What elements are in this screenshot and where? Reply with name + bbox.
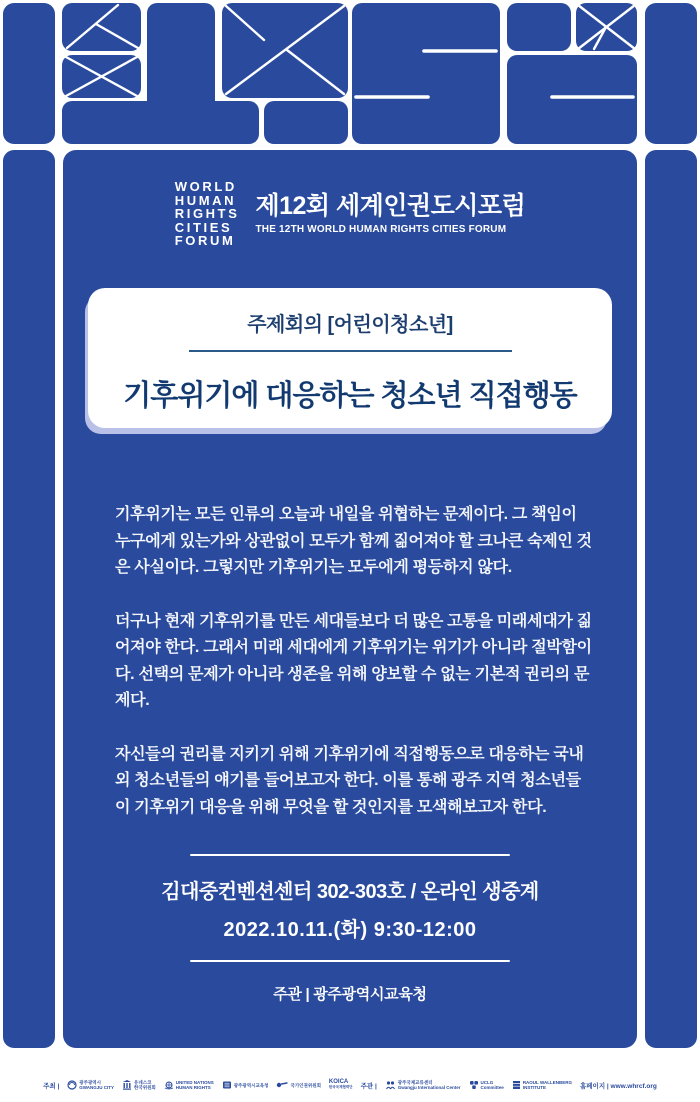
logo-raoul-wallenberg-institute: RAOUL WALLENBERG INSTITUTE [512,1080,572,1090]
gwangju-city-icon [67,1080,77,1090]
logo-unesco: 유네스코 한국위원회 [122,1080,156,1090]
organizer-label: 주관 | [360,1082,377,1090]
logo-gwangju-city: 광주광역시 GWANGJU CITY [67,1080,114,1090]
right-border-bar [645,150,697,1048]
forum-title-korean: 제12회 세계인권도시포럼 [255,191,526,220]
venue-location: 김대중컨벤션센터 302-303호 / 온라인 생중계 [161,881,539,903]
poster-body-panel [63,150,637,1048]
logo-gwangju-education: 광주광역시교육청 [222,1080,269,1090]
description-paragraphs [115,502,595,848]
wordmark-line: WORLD [174,179,237,194]
whrcf-wordmark [175,180,240,248]
wordmark-line: FORUM [174,233,236,248]
session-category: 주제회의 [어린이청소년] [247,314,453,336]
uclg-cluster-icon [469,1080,479,1090]
logo-uclg: UCLG Committee [469,1080,504,1090]
education-flag-icon [222,1080,232,1090]
footer-logo-strip [0,1072,700,1098]
wordmark-line: RIGHTS [174,206,240,221]
gic-people-icon [385,1080,396,1090]
un-globe-icon [164,1080,174,1090]
rwi-grid-icon [512,1080,521,1090]
venue-datetime: 2022.10.11.(화) 9:30-12:00 [223,919,477,941]
logo-koica [329,1080,353,1090]
homepage-url: www.whrcf.org [610,1082,657,1090]
organizer-line: 주관 | 광주광역시교육청 [273,986,427,1003]
forum-title-english: THE 12TH WORLD HUMAN RIGHTS CITIES FORUM [255,223,507,235]
paragraph: 자신들의 권리를 지키기 위해 기후위기에 직접행동으로 대응하는 국내외 청소년들의 얘기를 들어보고자 한다. 이를 통해 광주 지역 청소년들이 기후위기 대응을 위해 무엇을 할 것인지를 모색해보고자 한다. [115,745,584,816]
left-border-bar [3,150,55,1048]
logo-gwangju-international-center: 광주국제교류센터 Gwangju International Center [385,1080,461,1090]
session-title: 기후위기에 대응하는 청소년 직접행동 [123,380,577,412]
wordmark-line: CITIES [174,219,233,235]
top-mosaic-pattern [0,0,700,146]
host-label: 주최 | [43,1082,60,1090]
card-divider [189,350,512,352]
venue-block [63,854,637,962]
venue-divider-top [190,854,510,856]
forum-logo-lockup [63,180,637,248]
logo-nhrc-korea: 국가인권위원회 [276,1080,320,1090]
paragraph: 기후위기는 모든 인류의 오늘과 내일을 위협하는 문제이다. 그 책임이 누구에게 있는가와 상관없이 모두가 함께 짊어져야 할 크나큰 숙제인 것은 사실이다. 그렇지만 기후위기는 모두에게 평등하지 않다. [115,506,592,576]
koica-wordmark: KOICA 한국국제협력단 [328,1079,353,1089]
unesco-temple-icon [122,1080,132,1090]
session-card [88,288,612,428]
logo-un-human-rights: UNITED NATIONS HUMAN RIGHTS [164,1080,214,1090]
homepage-label: 홈페이지 | [579,1082,609,1090]
nhrc-mark-icon [276,1080,288,1090]
venue-divider-bottom [190,960,510,962]
paragraph: 더구나 현재 기후위기를 만든 세대들보다 더 많은 고통을 미래세대가 짊어져야 한다. 그래서 미래 세대에게 기후위기는 위기가 아니라 절박함이다. 선택의 문제가 아니라 생존을 위해 양보할 수 없는 기본적 권리의 문제다. [115,612,592,709]
homepage-line [580,1081,657,1090]
wordmark-line: HUMAN [174,192,237,208]
